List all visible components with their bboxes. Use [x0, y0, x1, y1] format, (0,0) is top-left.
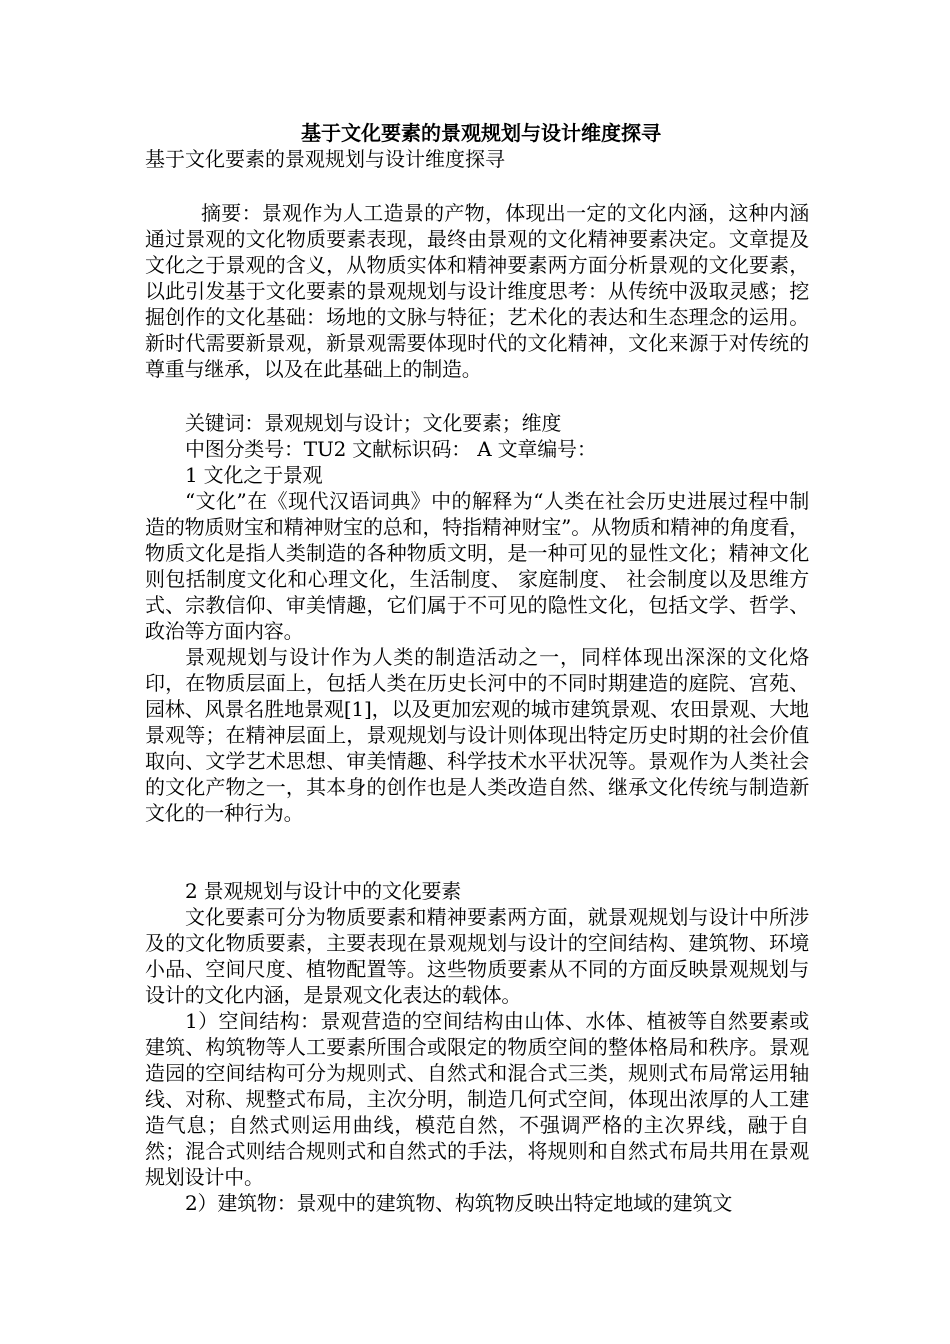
document-title: 基于文化要素的景观规划与设计维度探寻	[301, 121, 661, 145]
section-2-paragraph-2: 1）空间结构：景观营造的空间结构由山体、水体、植被等自然要素或建筑、构筑物等人工要素所围合或限定的物质空间的整体格局和秩序。景观造园的空间结构可分为规则式、自然式和混合式三类，规则式布局常运用轴线、对称、规整式布局，主次分明，制造几何式空间，体现出浓厚的人工建造气息；自然式则运用曲线，模范自然，不强调严格的主次界线，融于自然；混合式则结合规则式和自然式的手法，将规则和自然式布局共用在景观规划设计中。	[145, 1009, 809, 1189]
abstract-paragraph: 摘要：景观作为人工造景的产物，体现出一定的文化内涵，这种内涵通过景观的文化物质要素表现，最终由景观的文化精神要素决定。文章提及文化之于景观的含义，从物质实体和精神要素两方面分析景观的文化要素，以此引发基于文化要素的景观规划与设计维度思考：从传统中汲取灵感；挖掘创作的文化基础：场地的文脉与特征；艺术化的表达和生态理念的运用。新时代需要新景观，新景观需要体现时代的文化精神，文化来源于对传统的尊重与继承，以及在此基础上的制造。	[145, 201, 809, 381]
section-2-paragraph-1: 文化要素可分为物质要素和精神要素两方面，就景观规划与设计中所涉及的文化物质要素，主要表现在景观规划与设计的空间结构、建筑物、环境小品、空间尺度、植物配置等。这些物质要素从不同的方面反映景观规划与设计的文化内涵，是景观文化表达的载体。	[145, 905, 809, 1007]
section-1-paragraph-1: “文化”在《现代汉语词典》中的解释为“人类在社会历史进展过程中制造的物质财宝和精神财宝的总和，特指精神财宝”。从物质和精神的角度看，物质文化是指人类制造的各种物质文明，是一种可见的显性文化；精神文化则包括制度文化和心理文化，生活制度、 家庭制度、 社会制度以及思维方式、宗教信仰、审美情趣，它们属于不可见的隐性文化，包括文学、哲学、政治等方面内容。	[145, 489, 809, 643]
section-1-heading: 1 文化之于景观	[185, 463, 323, 487]
spacer	[145, 172, 809, 200]
section-1-paragraph-2: 景观规划与设计作为人类的制造活动之一，同样体现出深深的文化烙印，在物质层面上，包括人类在历史长河中的不同时期建造的庭院、宫苑、园林、风景名胜地景观[1]，以及更加宏观的城市建筑景观、农田景观、大地景观等；在精神层面上，景观规划与设计则体现出特定历史时期的社会价值取向、文学艺术思想、审美情趣、科学技术水平状况等。景观作为人类社会的文化产物之一，其本身的创作也是人类改造自然、继承文化传统与制造新文化的一种行为。	[145, 645, 809, 825]
spacer	[145, 382, 809, 410]
section-2-heading: 2 景观规划与设计中的文化要素	[185, 879, 462, 903]
section-2-paragraph-3: 2）建筑物：景观中的建筑物、构筑物反映出特定地域的建筑文	[185, 1191, 733, 1215]
document-page	[145, 120, 809, 1216]
spacer	[145, 826, 809, 878]
keywords-line: 关键词：景观规划与设计；文化要素；维度	[185, 411, 562, 435]
classification-line: 中图分类号：TU2 文献标识码： A 文章编号：	[185, 437, 597, 461]
document-subtitle: 基于文化要素的景观规划与设计维度探寻	[145, 147, 505, 171]
